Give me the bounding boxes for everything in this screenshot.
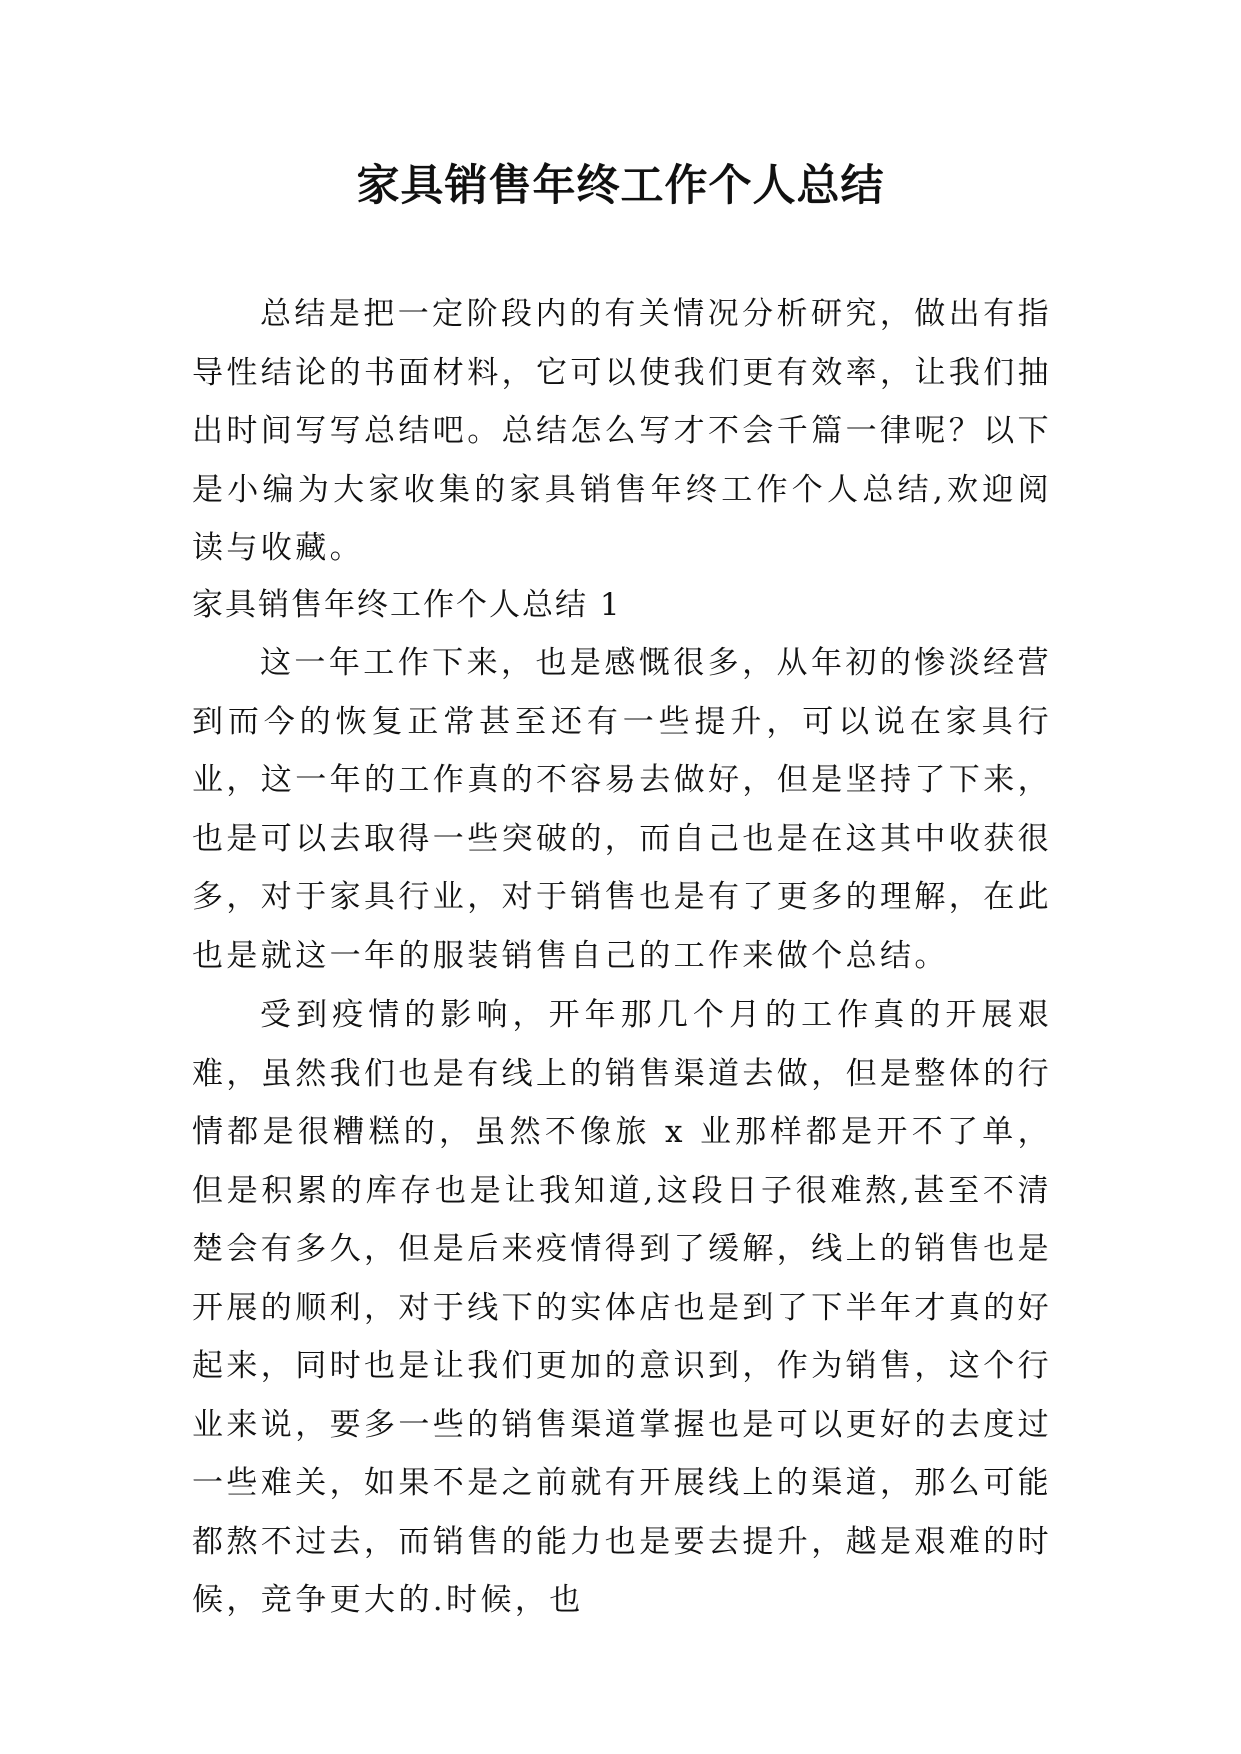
intro-paragraph: 总结是把一定阶段内的有关情况分析研究，做出有指导性结论的书面材料，它可以使我们更有效率，让我们抽出时间写写总结吧。总结怎么写才不会千篇一律呢？以下是小编为大家收集的家具销售年终工作个人总结,欢迎阅读与收藏。 bbox=[192, 296, 1052, 566]
section-heading: 家具销售年终工作个人总结 1 bbox=[192, 587, 622, 623]
document-title: 家具销售年终工作个人总结 bbox=[356, 161, 885, 211]
body-paragraph-2: 受到疫情的影响，开年那几个月的工作真的开展艰难，虽然我们也是有线上的销售渠道去做，但是整体的行情都是很糟糕的，虽然不像旅 x 业那样都是开不了单，但是积累的库存也是让我知道,这段日子很难熬,甚至不清楚会有多久，但是后来疫情得到了缓解，线上的销售也是开展的顺利，对于线下的实体店也是到了下半年才真的好起来，同时也是让我们更加的意识到，作为销售，这个行业来说，要多一些的销售渠道掌握也是可以更好的去度过一些难关，如果不是之前就有开展线上的渠道，那么可能都熬不过去，而销售的能力也是要去提升，越是艰难的时候，竞争更大的.时候，也 bbox=[192, 997, 1052, 1618]
body-paragraph-1: 这一年工作下来，也是感慨很多，从年初的惨淡经营到而今的恢复正常甚至还有一些提升，可以说在家具行业，这一年的工作真的不容易去做好，但是坚持了下来，也是可以去取得一些突破的，而自己也是在这其中收获很多，对于家具行业，对于销售也是有了更多的理解，在此也是就这一年的服装销售自己的工作来做个总结。 bbox=[192, 645, 1052, 974]
